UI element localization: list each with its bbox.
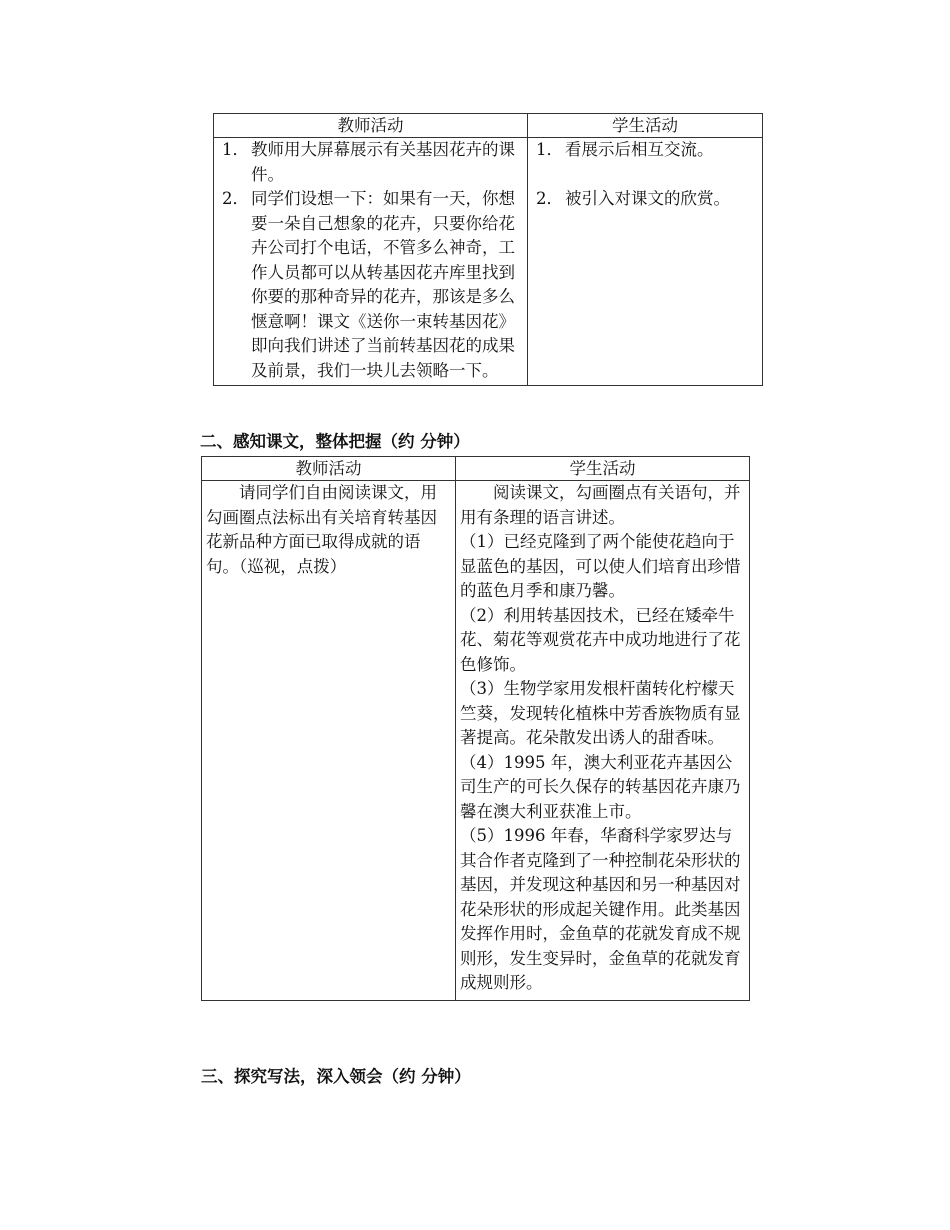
item-text: 教师用大屏幕展示有关基因花卉的课件。 <box>251 140 515 184</box>
activity-table-1 <box>213 113 763 386</box>
header-student-activity: 学生活动 <box>456 457 750 481</box>
item-text: 同学们设想一下：如果有一天，你想要一朵自己想象的花卉，只要你给花卉公司打个电话，不管多么神奇，工作人员都可以从转基因花卉库里找到你要的那种奇异的花卉，那该是多么惬意啊！课文《送你一束转基因花》即向我们讲述了当前转基因花的成果及前景，我们一块儿去领略一下。 <box>251 189 515 380</box>
header-teacher-activity: 教师活动 <box>214 114 528 138</box>
achievement-point: （5）1996 年春，华裔科学家罗达与其合作者克隆到了一种控制花朵形状的基因，并发现这种基因和另一种基因对花朵形状的形成起关键作用。此类基因发挥作用时，金鱼草的花就发育成不规则形，发生变异时，金鱼草的花就发育成规则形。 <box>460 826 741 992</box>
achievement-point: （3）生物学家用发根杆菌转化柠檬天竺葵，发现转化植株中芳香族物质有显著提高。花朵散发出诱人的甜香味。 <box>460 679 741 747</box>
teacher-activity-cell <box>214 138 528 386</box>
section-heading-3: 三、探究写法，深入领会（约 分钟） <box>201 1067 471 1086</box>
item-text: 看展示后相互交流。 <box>565 140 714 159</box>
item-number: 2． <box>536 188 563 208</box>
section-heading-2: 二、感知课文，整体把握（约 分钟） <box>200 432 470 451</box>
table-row <box>214 138 763 386</box>
item-number: 1． <box>536 140 563 159</box>
list-item <box>532 138 758 163</box>
list-item <box>532 187 758 212</box>
item-number: 1． <box>222 140 249 159</box>
teacher-activity-cell <box>202 481 456 1001</box>
list-item <box>218 138 523 187</box>
table-row <box>202 481 750 1001</box>
list-item <box>218 187 523 383</box>
student-activity-cell <box>456 481 750 1001</box>
spacer <box>532 163 758 187</box>
item-number: 2． <box>222 189 249 208</box>
achievement-point: （4）1995 年，澳大利亚花卉基因公司生产的可长久保存的转基因花卉康乃馨在澳大利亚获准上市。 <box>460 752 741 821</box>
achievement-point: （1）已经克隆到了两个能使花趋向于显蓝色的基因，可以使人们培育出珍惜的蓝色月季和康乃馨。 <box>460 532 741 600</box>
header-teacher-activity: 教师活动 <box>202 457 456 481</box>
student-activity-cell <box>528 138 763 386</box>
table-header-row <box>202 457 750 481</box>
achievement-point: （2）利用转基因技术，已经在矮牵牛花、菊花等观赏花卉中成功地进行了花色修饰。 <box>460 605 741 674</box>
table-header-row <box>214 114 763 138</box>
activity-table-2 <box>201 456 750 1001</box>
teacher-instruction: 请同学们自由阅读课文，用勾画圈点法标出有关培育转基因花新品种方面已取得成就的语句。（巡视，点拨） <box>206 483 437 576</box>
student-intro: 阅读课文，勾画圈点有关语句，并用有条理的语言讲述。 <box>460 483 741 527</box>
item-text: 被引入对课文的欣赏。 <box>565 188 730 208</box>
header-student-activity: 学生活动 <box>528 114 763 138</box>
